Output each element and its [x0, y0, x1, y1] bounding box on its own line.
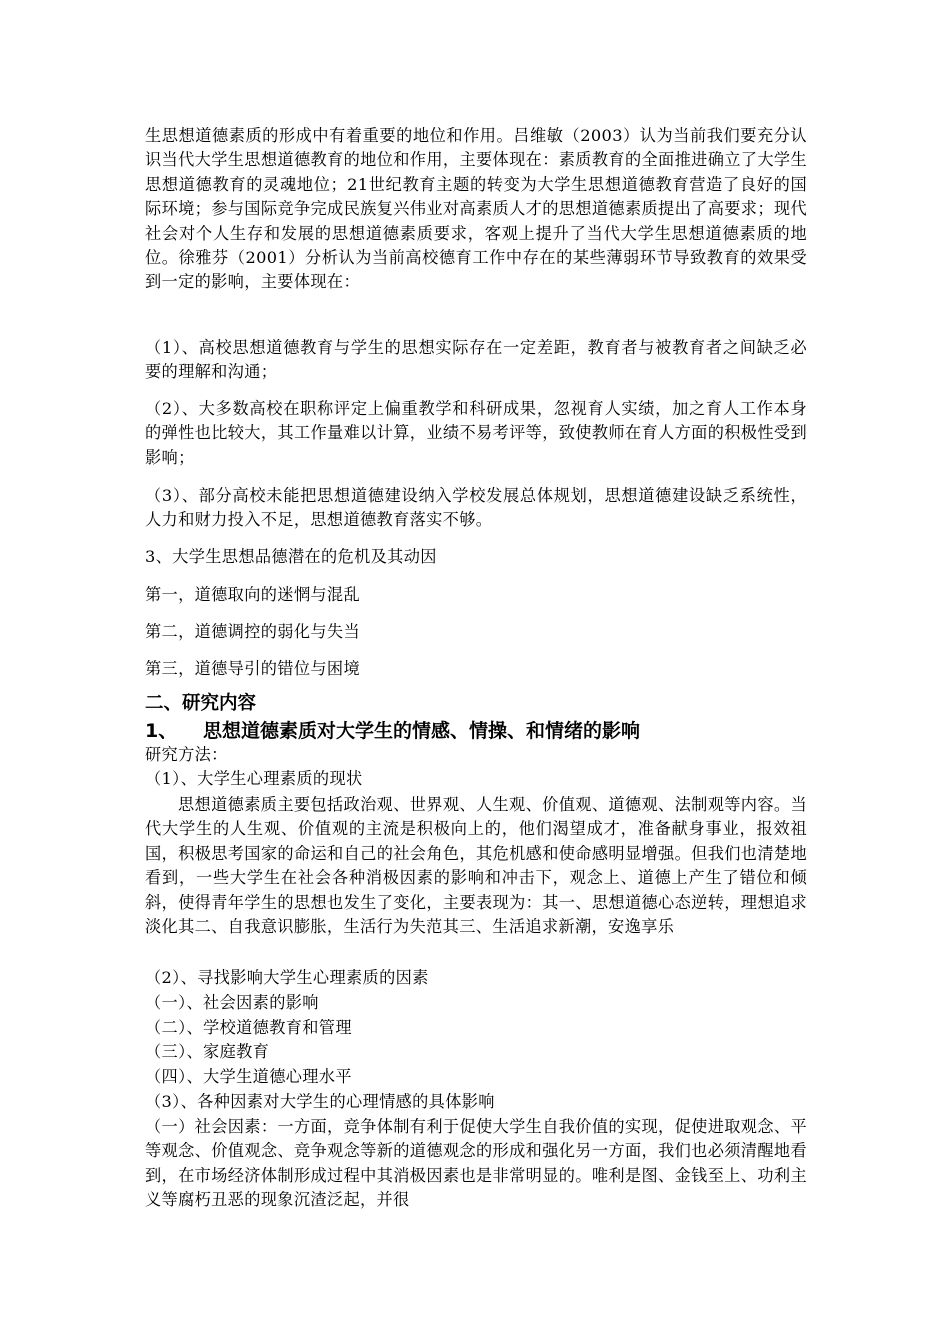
method-item-3: （3）、各种因素对大学生的心理情感的具体影响 [145, 1092, 495, 1111]
research-method-label: 研究方法： [145, 745, 228, 764]
factor-item-3: （三）、家庭教育 [145, 1042, 270, 1061]
method-item-2: （2）、寻找影响大学生心理素质的因素 [145, 968, 429, 987]
method-item-1: （1）、大学生心理素质的现状 [145, 769, 363, 788]
intro-paragraph: 生思想道德素质的形成中有着重要的地位和作用。吕维敏（2003）认为当前我们要充分认识当代大学生思想道德教育的地位和作用，主要体现在：素质教育的全面推进确立了大学生思想道德教育的灵魂地位；21世纪教育主题的转变为大学生思想道德教育营造了良好的国际环境；参与国际竞争完成民族复兴伟业对高素质人才的思想道德素质提出了高要求；现代社会对个人生存和发展的思想道德素质要求，客观上提升了当代大学生思想道德素质的地位。徐雅芬（2001）分析认为当前高校德育工作中存在的某些薄弱环节导致教育的效果受到一定的影响，主要体现在： [145, 126, 807, 292]
point-third: 第三，道德导引的错位与困境 [145, 659, 360, 678]
list-item-3: （3）、部分高校未能把思想道德建设纳入学校发展总体规划，思想道德建设缺乏系统性，人力和财力投入不足，思想道德教育落实不够。 [145, 486, 807, 530]
list-item-1: （1）、高校思想道德教育与学生的思想实际存在一定差距，教育者与被教育者之间缺乏必要的理解和沟通； [145, 338, 807, 382]
body-paragraph-1: 思想道德素质主要包括政治观、世界观、人生观、价值观、道德观、法制观等内容。当代大学生的人生观、价值观的主流是积极向上的，他们渴望成才，准备献身事业，报效祖国，积极思考国家的命运和自己的社会角色，其危机感和使命感明显增强。但我们也清楚地看到，一些大学生在社会各种消极因素的影响和冲击下，观念上、道德上产生了错位和倾斜，使得青年学生的思想也发生了变化，主要表现为：其一、思想道德心态逆转，理想追求淡化其二、自我意识膨胀，生活行为失范其三、生活追求新潮，安逸享乐 [145, 795, 807, 937]
heading-topic-number: 1、 [145, 720, 178, 742]
list-item-2: （2）、大多数高校在职称评定上偏重教学和科研成果，忽视育人实绩，加之育人工作本身的弹性也比较大，其工作量难以计算，业绩不易考评等，致使教师在育人方面的积极性受到影响； [145, 399, 807, 467]
body-paragraph-2: （一）社会因素：一方面，竞争体制有利于促使大学生自我价值的实现，促使进取观念、平等观念、价值观念、竞争观念等新的道德观念的形成和强化另一方面，我们也必须清醒地看到，在市场经济体制形成过程中其消极因素也是非常明显的。唯利是图、金钱至上、功利主义等腐朽丑恶的现象沉渣泛起，并很 [145, 1117, 807, 1210]
heading-research-content: 二、研究内容 [145, 693, 257, 714]
point-second: 第二，道德调控的弱化与失当 [145, 622, 360, 641]
factor-item-2: （二）、学校道德教育和管理 [145, 1018, 352, 1037]
factor-item-1: （一）、社会因素的影响 [145, 993, 319, 1012]
point-first: 第一，道德取向的迷惘与混乱 [145, 585, 360, 604]
heading-topic-text: 思想道德素质对大学生的情感、情操、和情绪的影响 [203, 720, 641, 742]
factor-item-4: （四）、大学生道德心理水平 [145, 1067, 352, 1086]
heading-topic-1 [145, 719, 807, 743]
section-heading-3: 3、大学生思想品德潜在的危机及其动因 [145, 547, 437, 566]
